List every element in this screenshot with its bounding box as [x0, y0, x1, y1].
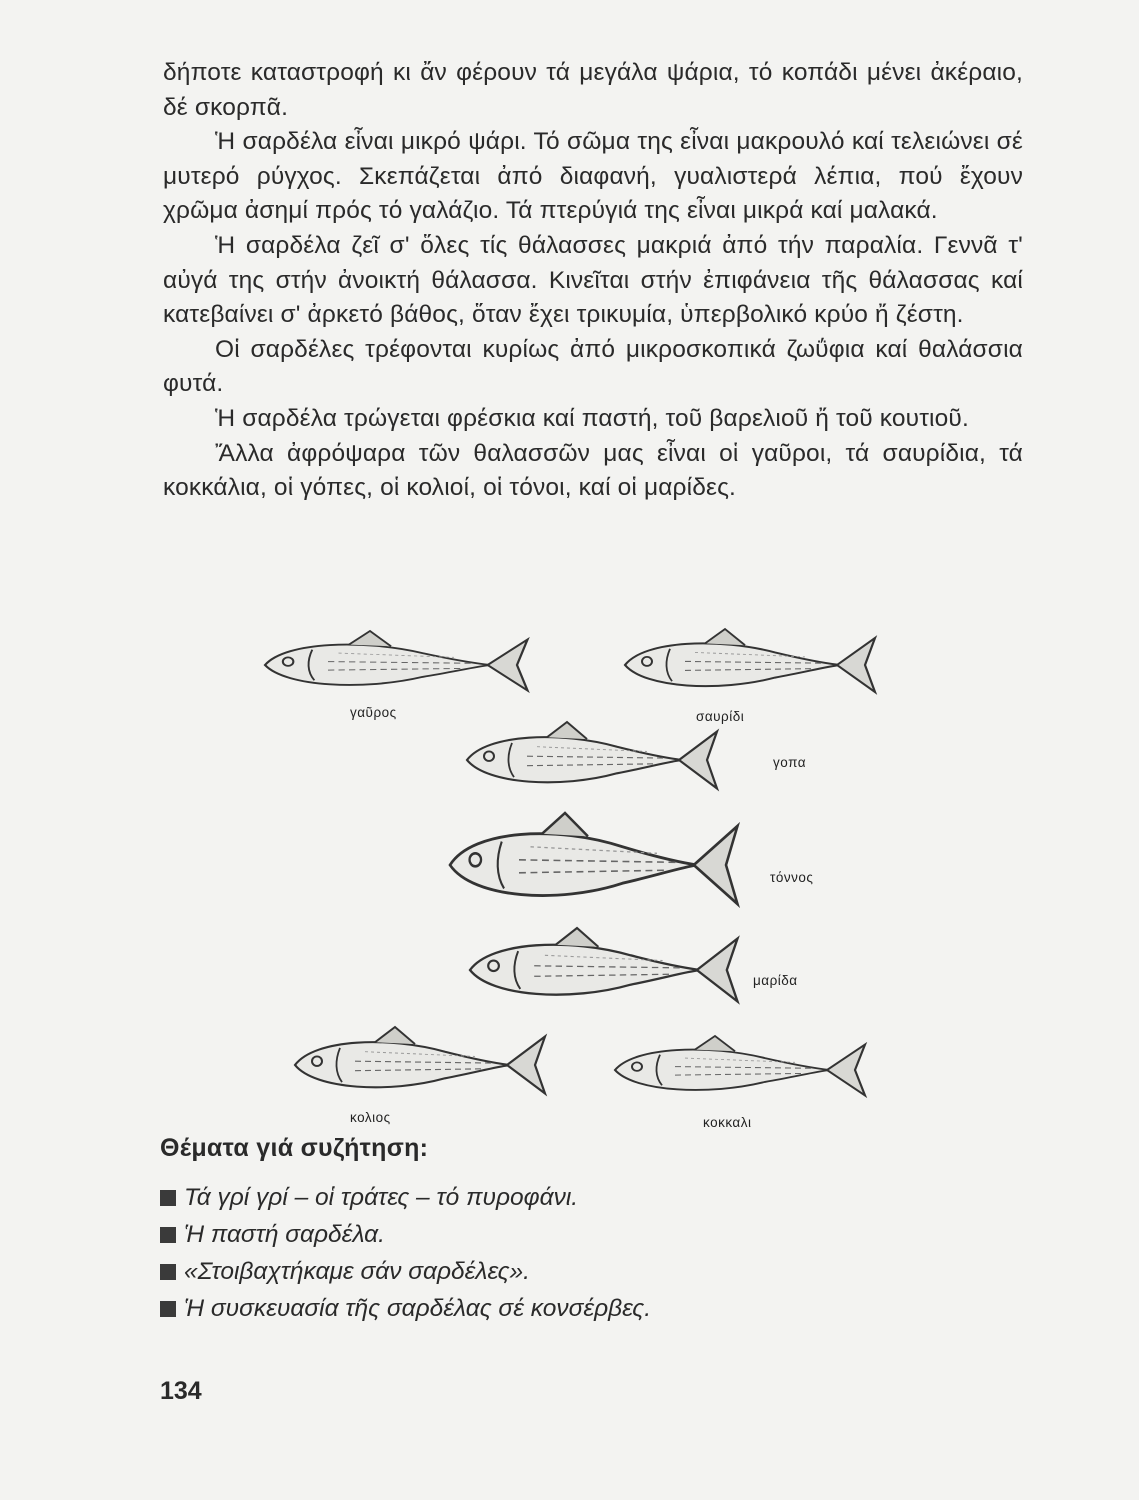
paragraph-6: Ἄλλα ἀφρόψαρα τῶν θαλασσῶν μας εἶναι οἱ γαῦροι, τά σαυρίδια, τά κοκκάλια, οἱ γόπες, οἱ κολιοί, οἱ τόνοι, καί οἱ μαρίδες.	[163, 439, 1023, 502]
page-number: 134	[160, 1377, 202, 1405]
label-kokkali: κοκκαλι	[703, 1115, 752, 1130]
fish-sauridi	[625, 629, 875, 692]
discussion-item-text: Ἡ συσκευασία τῆς σαρδέλας σέ κονσέρβες.	[184, 1294, 651, 1322]
paragraph-2: Ἡ σαρδέλα εἶναι μικρό ψάρι. Τό σῶμα της εἶναι μακρουλό καί τελειώνει σέ μυτερό ρύγχος. Σκεπάζεται ἀπό διαφανή, γυαλιστερά λέπια, πού ἔχουν χρῶμα ἀσημί πρός τό γαλάζιο. Τά πτερύγιά της εἶναι μικρά καί μαλακά.	[163, 128, 1023, 225]
paragraph-1: δήποτε καταστροφή κι ἄν φέρουν τά μεγάλα ψάρια, τό κοπάδι μένει ἀκέραιο, δέ σκορπᾶ.	[163, 59, 1023, 121]
label-gavros: γαῦρος	[350, 705, 397, 720]
square-bullet-icon	[160, 1190, 176, 1206]
fish-gavros	[265, 631, 528, 691]
discussion-item	[160, 1179, 1020, 1216]
discussion-list	[160, 1179, 1020, 1327]
fish-kolios	[295, 1027, 545, 1094]
label-tonnos: τόννος	[770, 870, 814, 885]
paragraph-4: Οἱ σαρδέλες τρέφονται κυρίως ἀπό μικροσκοπικά ζωΰφια καί θαλάσσια φυτά.	[163, 335, 1023, 398]
fish-kokkali	[615, 1036, 865, 1096]
label-gopa: γοπα	[773, 755, 806, 770]
discussion-section	[160, 1134, 1020, 1327]
square-bullet-icon	[160, 1227, 176, 1243]
paragraph-5: Ἡ σαρδέλα τρώγεται φρέσκια καί παστή, τοῦ βαρελιοῦ ἤ τοῦ κουτιοῦ.	[215, 404, 969, 432]
label-sauridi: σαυρίδι	[696, 709, 745, 724]
discussion-item-text: Τά γρί γρί – οἱ τράτες – τό πυροφάνι.	[184, 1183, 579, 1211]
discussion-item	[160, 1216, 1020, 1253]
square-bullet-icon	[160, 1264, 176, 1280]
fish-illustration	[255, 615, 895, 1135]
label-kolios: κολιος	[350, 1110, 391, 1125]
fish-gopa	[467, 722, 717, 789]
discussion-item	[160, 1290, 1020, 1327]
discussion-item-text: Ἡ παστή σαρδέλα.	[184, 1220, 385, 1248]
discussion-title: Θέματα γιά συζήτηση:	[160, 1134, 429, 1162]
label-marida: μαρίδα	[753, 973, 798, 988]
body-text	[163, 56, 1023, 506]
fish-tonnos	[450, 813, 738, 904]
paragraph-3: Ἡ σαρδέλα ζεῖ σ' ὅλες τίς θάλασσες μακριά ἀπό τήν παραλία. Γεννᾶ τ' αὐγά της στήν ἀνοικτή θάλασσα. Κινεῖται στήν ἐπιφάνεια τῆς θάλασσας καί κατεβαίνει σ' ἀρκετό βάθος, ὅταν ἔχει τρικυμία, ὑπερβολικό κρύο ἤ ζέστη.	[163, 231, 1023, 329]
discussion-item	[160, 1253, 1020, 1290]
discussion-item-text: «Στοιβαχτήκαμε σάν σαρδέλες».	[184, 1257, 530, 1285]
fish-marida	[470, 928, 738, 1002]
square-bullet-icon	[160, 1301, 176, 1317]
